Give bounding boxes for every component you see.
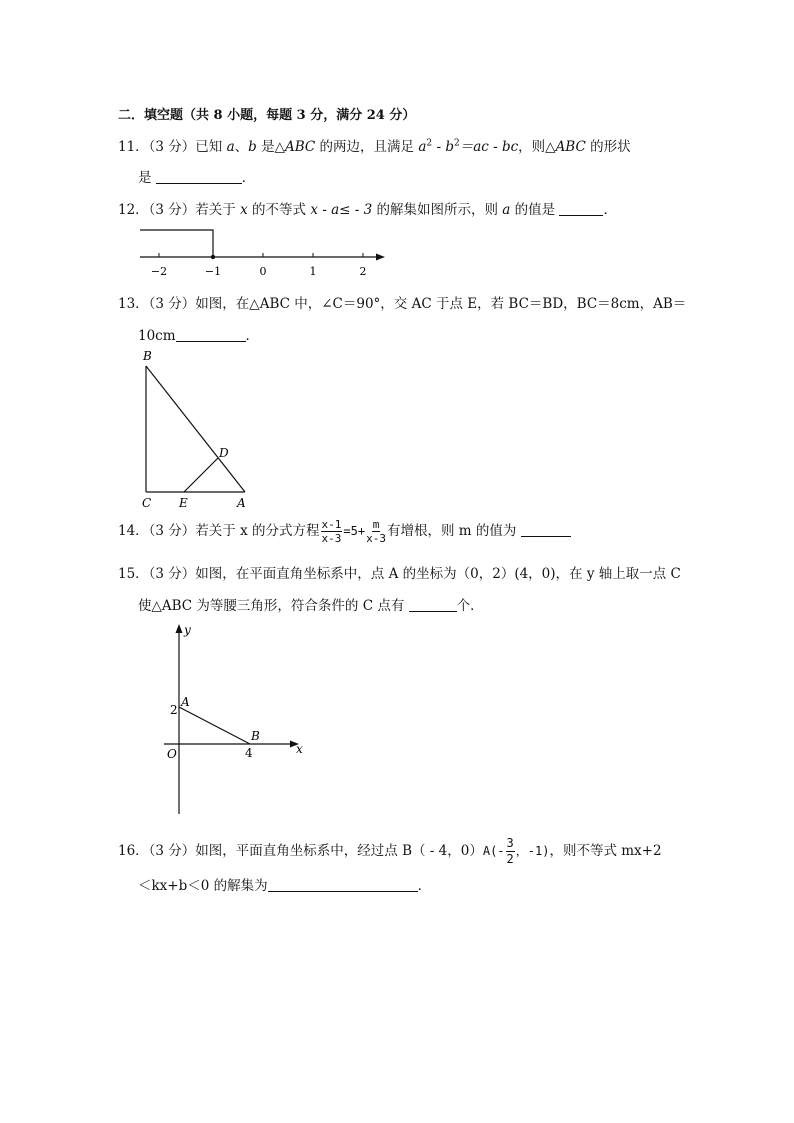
q13-line2-end: ． [245,328,260,344]
q15-line2-pre: 使△ABC 为等腰三角形，符合条件的 C 点有 [138,598,409,614]
q11-eq-rest: ＝ac - bc [459,139,519,155]
question-13-line1: 13．（3 分）如图，在△ABC 中，∠C＝90°，交 AC 于点 E，若 BC＝BD，BC＝8cm，AB＝ [118,296,687,312]
y-axis-label: y [184,623,191,637]
segment-ab [146,366,245,492]
tick-label: −2 [150,265,168,278]
tick-label: −1 [204,265,222,278]
q14-frac1-den: x-3 [321,532,342,545]
tick-label: 0 [259,265,267,278]
label-o: O [167,747,177,761]
segment-ab [179,707,250,744]
label-b: B [251,729,260,743]
coordinate-plane-figure [160,620,320,820]
question-16-line2 [138,874,431,894]
question-14-line [118,518,571,545]
q14-mid: =5+ [343,524,366,538]
question-15-line2 [138,594,484,614]
q14-frac1-num: x-1 [321,518,342,531]
q16-answer-blank[interactable] [268,879,418,892]
x-axis-label: x [296,742,303,756]
label-c: C [142,496,152,510]
q11-text1: 是△ [256,139,286,155]
q11-exp1: 2 [426,138,433,149]
q12-text1: 的不等式 [247,202,311,218]
label-a: A [181,695,190,709]
y-axis-arrow-icon [176,624,183,633]
q14-fraction-2 [366,518,386,545]
q12-text2: 的解集如图所示，则 [372,202,503,218]
label-b: B [143,349,152,363]
q11-eq-b: b [445,139,454,155]
q16-prefix: 16．（3 分）如图，平面直角坐标系中，经过点 B（ - 4，0） [118,843,483,859]
q16-fraction [506,836,515,867]
q11-answer-blank[interactable] [156,171,242,184]
segment-ed [184,458,218,492]
q14-answer-blank[interactable] [521,524,571,537]
q11-line2-end: ． [241,170,256,186]
q12-inequality: x - a≤ - 3 [310,202,373,218]
q11-var-b: b [248,139,257,155]
solid-point-icon [211,255,215,259]
q16-frac-den: 2 [506,852,514,866]
tick-label: 2 [359,265,367,278]
q14-prefix: 14．（3 分）若关于 x 的分式方程 [118,523,320,539]
question-13-line2 [138,324,259,344]
q16-line2-end: ． [417,878,432,894]
y-tick-2: 2 [170,703,178,717]
label-d: D [219,446,229,460]
q11-sep: 、 [234,139,249,155]
q14-post: 有增根，则 m 的值为 [386,523,521,539]
question-15-line1: 15．（3 分）如图，在平面直角坐标系中，点 A 的坐标为（0，2）(4，0)，在 y 轴上取一点 C [118,566,681,582]
question-11-line1 [118,135,631,155]
q14-fraction-1 [321,518,343,545]
q11-text2: 的两边，且满足 [315,139,419,155]
label-a: A [237,496,246,510]
question-16-line1 [118,836,662,867]
triangle-abc-figure [135,346,260,516]
q11-abc2: ABC [555,139,586,155]
q12-answer-blank[interactable] [559,203,603,216]
q16-post: ，则不等式 mx+2 [549,843,662,859]
q11-line2-pre: 是 [138,170,156,186]
q16-frac-num: 3 [506,836,514,850]
q12-text3: 的值是 [510,202,560,218]
q15-line2-end: 个． [456,598,484,614]
q12-var-a: a [502,202,511,218]
q12-prefix: 12．（3 分）若关于 [118,202,241,218]
solution-bracket [140,230,213,257]
q16-point-end: ，-1) [515,844,550,858]
q11-prefix: 11．（3 分）已知 [118,139,227,155]
q11-text3: ，则△ [518,139,556,155]
q14-frac2-den: x-3 [366,532,386,545]
q11-exp2: 2 [453,138,460,149]
q16-line2-pre: ＜kx+b＜0 的解集为 [138,878,268,894]
q14-frac2-num: m [372,518,380,531]
number-line-figure [135,222,395,282]
q11-eq-a: a [418,139,427,155]
q15-answer-blank[interactable] [409,599,457,612]
q12-end: ． [603,202,617,218]
q16-point-a: A(- [482,844,505,858]
q12-var-x: x [240,202,248,218]
q11-abc1: ABC [285,139,316,155]
q11-text4: 的形状 [585,139,631,155]
number-line-arrow-icon [376,254,385,261]
section-header: 二．填空题（共 8 小题，每题 3 分，满分 24 分） [118,108,416,123]
tick-label: 1 [309,265,317,278]
q11-var-a: a [226,139,235,155]
q13-line2-pre: 10cm [138,328,176,344]
x-tick-4: 4 [245,746,253,760]
q13-answer-blank[interactable] [176,329,246,342]
label-e: E [179,496,188,510]
question-12-line1 [118,198,617,218]
question-11-line2 [138,166,255,186]
q11-minus: - [432,139,446,155]
